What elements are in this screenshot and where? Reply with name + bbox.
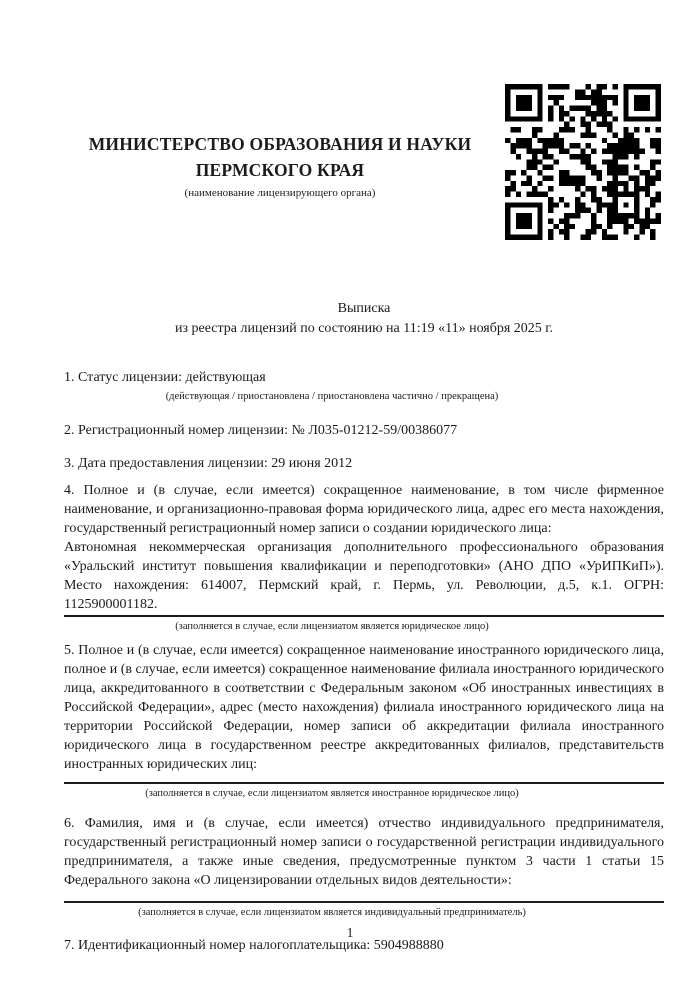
document-title-line2: из реестра лицензий по состоянию на 11:19 «11» ноября 2025 г. <box>175 321 553 336</box>
field-legal-entity-label: 4. Полное и (в случае, если имеется) сокращенное наименование, в том числе фирменное наименование, и организационно-правовая форма юридического лица, адрес его места нахождения, государственный регистрационный номер записи о создании юридического лица: <box>64 483 664 536</box>
page-number: 1 <box>346 925 354 940</box>
field-legal-entity-value: Автономная некоммерческая организация дополнительного профессионального образования «Уральский институт повышения квалификации и переподготовки» (АНО ДПО «УрИПКиП»). Место нахождения: 614007, Пермский край, г. Пермь, ул. Революции, д.5, к.1. ОГРН: 1125900001182. <box>64 540 664 612</box>
field-entrepreneur-label: 6. Фамилия, имя и (в случае, если имеется) отчество индивидуального предпринимателя, государственный регистрационный номер записи о государственной регистрации индивидуального предпринимателя, а также иные сведения, предусмотренные пунктом 3 части 1 статьи 15 Федерального закона «О лицензировании отдельных видов деятельности»: <box>64 816 664 888</box>
fill-in-line-entrepreneur <box>64 901 664 903</box>
ministry-name-line2: ПЕРМСКОГО КРАЯ <box>195 160 365 180</box>
field-legal-entity <box>64 481 664 614</box>
field-taxpayer-number: 7. Идентификационный номер налогоплательщика: 5904988880 <box>64 938 444 953</box>
field-foreign-entity-label: 5. Полное и (в случае, если имеется) сокращенное наименование иностранного юридического лица, полное и (в случае, если имеется) сокращенное наименование филиала иностранного юридического лица, аккредитованного в соответствии с Федеральным законом «Об иностранных инвестициях в Российской Федерации», адрес (место нахождения) филиала иностранного юридического лица на территории Российской Федерации, номер записи об аккредитации филиала иностранного юридического лица в государственном реестре аккредитованных филиалов, представительств иностранных юридических лиц: <box>64 643 664 772</box>
field-foreign-entity <box>64 641 664 774</box>
fill-in-line-legal-entity <box>64 615 664 617</box>
licensing-authority-header <box>64 0 496 200</box>
field-registration-number: 2. Регистрационный номер лицензии: № Л035-01212-59/00386077 <box>64 423 458 438</box>
ministry-name <box>64 131 496 183</box>
field-entrepreneur <box>64 814 664 890</box>
licensing-authority-caption: (наименование лицензирующего органа) <box>184 187 376 199</box>
ministry-name-line1: МИНИСТЕРСТВО ОБРАЗОВАНИЯ И НАУКИ <box>88 134 472 154</box>
qr-code-icon <box>505 84 661 240</box>
document-title <box>64 299 664 339</box>
field-license-status-caption: (действующая / приостановлена / приостановлена частично / прекращена) <box>165 391 499 402</box>
field-license-status: 1. Статус лицензии: действующая <box>64 370 266 385</box>
document-title-line1: Выписка <box>337 301 391 316</box>
field-foreign-entity-caption: (заполняется в случае, если лицензиатом является иностранное юридическое лицо) <box>145 788 519 799</box>
fill-in-line-foreign-entity <box>64 782 664 784</box>
field-legal-entity-caption: (заполняется в случае, если лицензиатом является юридическое лицо) <box>175 621 489 632</box>
qr-code-image <box>505 84 661 240</box>
field-grant-date: 3. Дата предоставления лицензии: 29 июня 2012 <box>64 456 353 471</box>
field-entrepreneur-caption: (заполняется в случае, если лицензиатом является индивидуальный предприниматель) <box>138 907 526 918</box>
